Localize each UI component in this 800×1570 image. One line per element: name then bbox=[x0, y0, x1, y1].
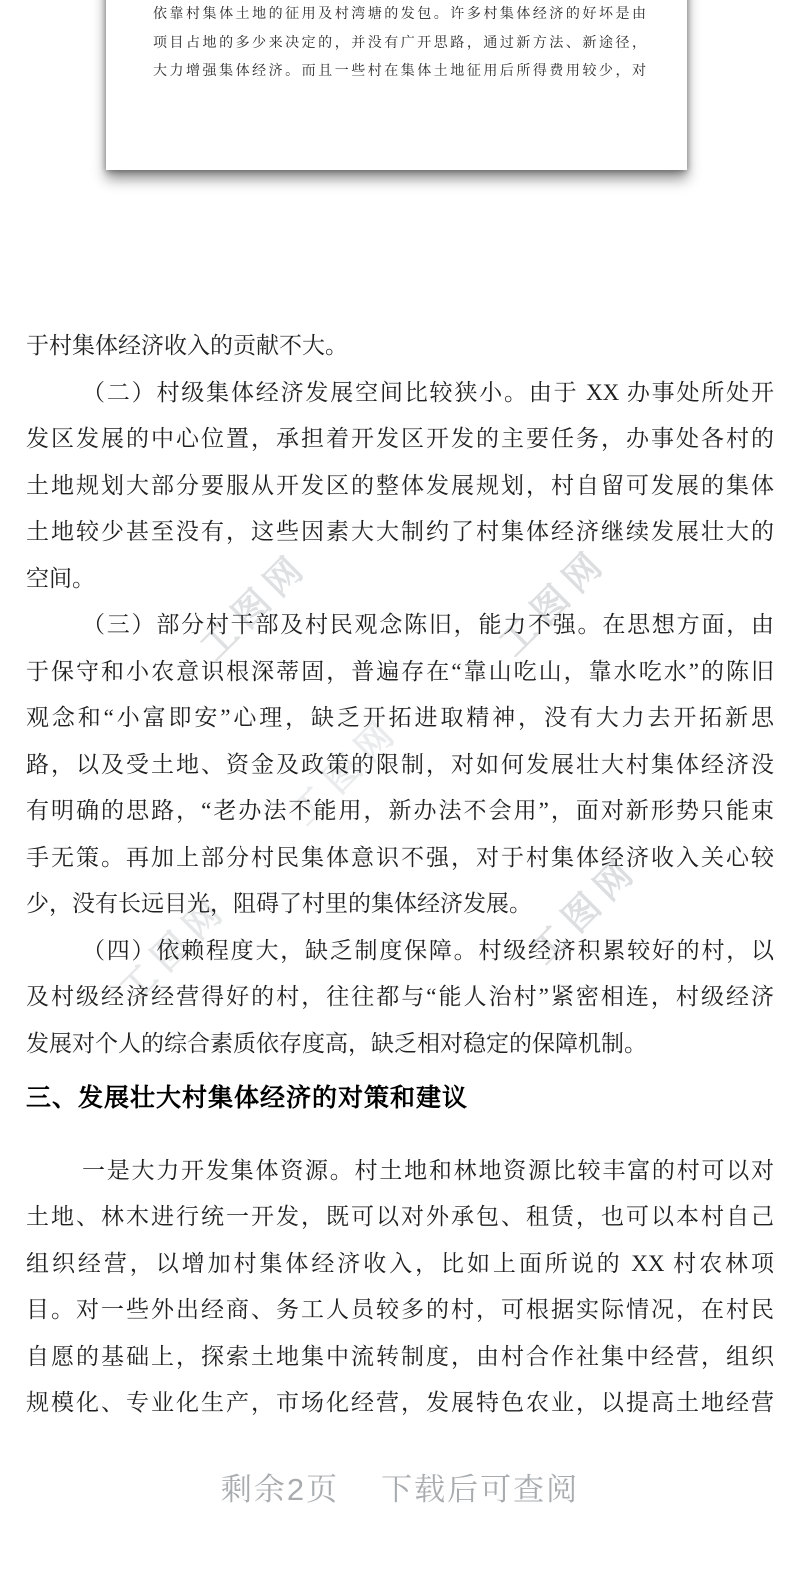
document-line: 发区发展的中心位置，承担着开发区开发的主要任务，办事处各村的 bbox=[26, 426, 774, 451]
preview-line: 大力增强集体经济。而且一些村在集体土地征用后所得费用较少，对 bbox=[153, 64, 647, 80]
document-body bbox=[26, 323, 774, 1427]
preview-line: 项目占地的多少来决定的，并没有广开思路，通过新方法、新途径， bbox=[153, 35, 647, 51]
page-preview-card bbox=[106, 0, 687, 170]
document-line: （二）村级集体经济发展空间比较狭小。由于 XX 办事处所处开 bbox=[82, 379, 774, 405]
document-line: 观念和“小富即安”心理，缺乏开拓进取精神，没有大力去开拓新思 bbox=[26, 705, 774, 730]
document-line: 土地较少甚至没有，这些因素大大制约了村集体经济继续发展壮大的 bbox=[26, 519, 774, 544]
remaining-pages-text: 剩余2页 bbox=[220, 1472, 340, 1507]
document-line: 发展对个人的综合素质依存度高，缺乏相对稳定的保障机制。 bbox=[26, 1030, 647, 1056]
watermark-text: 工图网 bbox=[283, 708, 408, 833]
section-heading: 三、发展壮大村集体经济的对策和建议 bbox=[26, 1084, 469, 1112]
document-line: 土地、林木进行统一开发，既可以对外承包、租赁，也可以本村自己 bbox=[26, 1204, 774, 1229]
document-line: 自愿的基础上，探索土地集中流转制度，由村合作社集中经营，组织 bbox=[26, 1343, 774, 1369]
document-line: 空间。 bbox=[26, 565, 95, 591]
document-line: 路，以及受土地、资金及政策的限制，对如何发展壮大村集体经济没 bbox=[26, 751, 774, 777]
document-line: 于村集体经济收入的贡献不大。 bbox=[26, 333, 348, 358]
watermark-text: 工图网 bbox=[111, 886, 236, 1011]
document-line: （四）依赖程度大，缺乏制度保障。村级经济积累较好的村，以 bbox=[82, 937, 774, 963]
download-hint-text: 下载后可查阅 bbox=[381, 1472, 580, 1507]
document-line: 一是大力开发集体资源。村土地和林地资源比较丰富的村可以对 bbox=[82, 1157, 774, 1183]
document-line: 目。对一些外出经商、务工人员较多的村，可根据实际情况，在村民 bbox=[26, 1297, 774, 1322]
document-line: 少，没有长远目光，阻碍了村里的集体经济发展。 bbox=[26, 891, 532, 916]
remaining-pages-notice bbox=[0, 1468, 800, 1512]
document-line: 于保守和小农意识根深蒂固，普遍存在“靠山吃山，靠水吃水”的陈旧 bbox=[26, 658, 774, 684]
document-line: 土地规划大部分要服从开发区的整体发展规划，村自留可发展的集体 bbox=[26, 472, 774, 498]
document-line: 规模化、专业化生产，市场化经营，发展特色农业，以提高土地经营 bbox=[26, 1390, 774, 1415]
document-line: （三）部分村干部及村民观念陈旧，能力不强。在思想方面，由 bbox=[82, 612, 774, 637]
preview-line: 依靠村集体土地的征用及村湾塘的发包。许多村集体经济的好坏是由 bbox=[153, 7, 647, 22]
watermark-text: 工图网 bbox=[491, 539, 616, 664]
document-line: 组织经营，以增加村集体经济收入，比如上面所说的 XX 村农林项 bbox=[26, 1250, 774, 1276]
watermark-text: 工图网 bbox=[192, 543, 317, 668]
watermark-text: 工图网 bbox=[522, 847, 647, 972]
document-line: 手无策。再加上部分村民集体意识不强，对于村集体经济收入关心较 bbox=[26, 844, 774, 870]
preview-card-text bbox=[153, 1, 647, 87]
document-line: 有明确的思路，“老办法不能用，新办法不会用”，面对新形势只能束 bbox=[26, 798, 774, 823]
document-line: 及村级经济经营得好的村，往往都与“能人治村”紧密相连，村级经济 bbox=[26, 984, 774, 1009]
